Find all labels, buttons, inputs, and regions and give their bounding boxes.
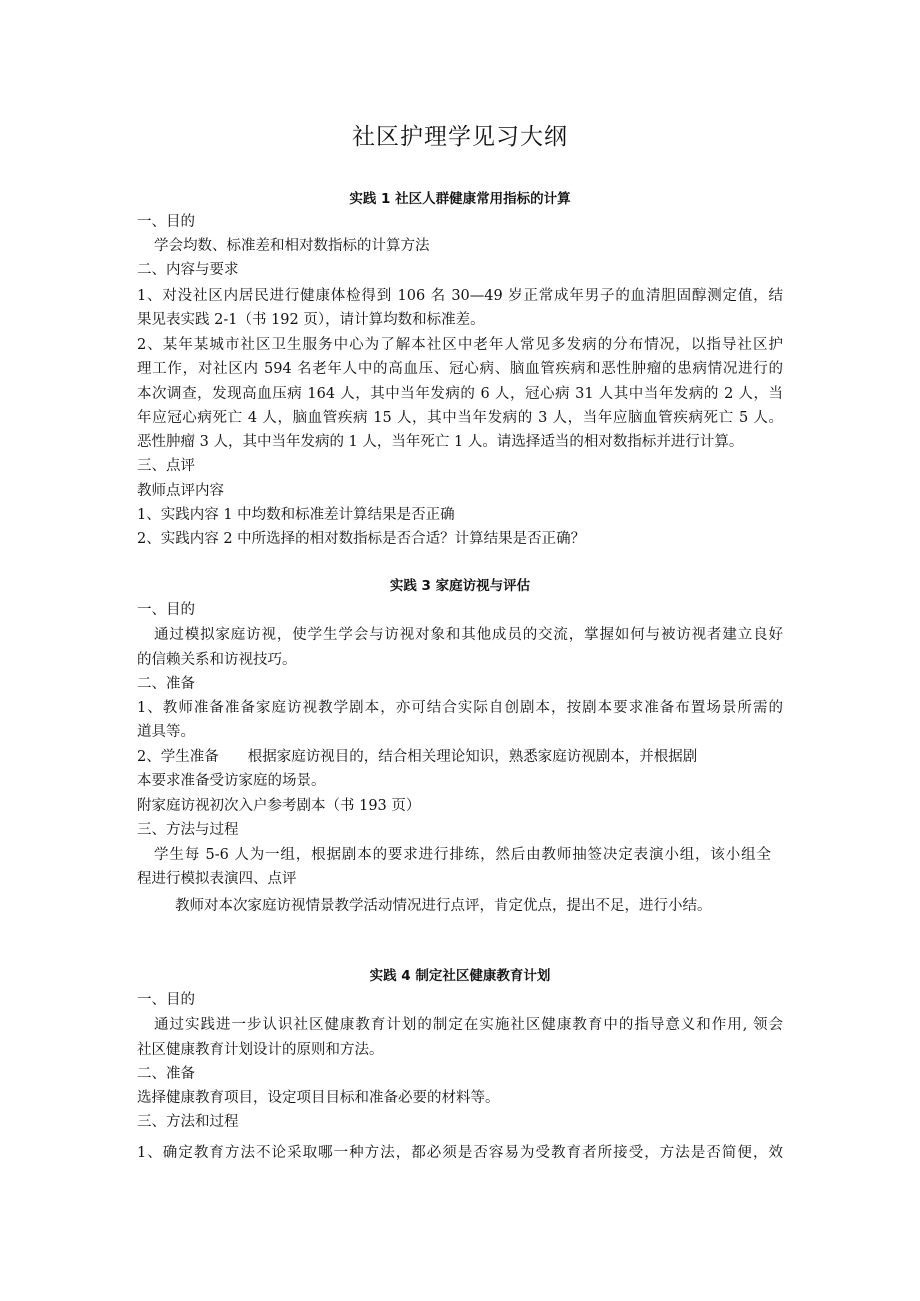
practice3-line: 学生每 5-6 人为一组，根据剧本的要求进行排练，然后由教师抽签决定表演小组，该小组全 (154, 847, 771, 863)
practice4-line: 二、准备 (137, 1066, 195, 1082)
practice1-line: 2、某年某城市社区卫生服务中心为了解本社区中老年人常见多发病的分布情况，以指导社区护 (137, 337, 783, 353)
practice4-line: 通过实践进一步认识社区健康教育计划的制定在实施社区健康教育中的指导意义和作用, 领会 (154, 1017, 783, 1033)
practice3-line: 程进行模拟表演四、点评 (137, 871, 297, 887)
practice1-line: 2、实践内容 2 中所选择的相对数指标是否合适？计算结果是否正确？ (137, 531, 586, 547)
practice1-line: 理工作，对社区内 594 名老年人中的高血压、冠心病、脑血管疾病和恶性肿瘤的患病情况进行的 (137, 361, 783, 377)
practice4-line: 一、目的 (137, 992, 195, 1008)
document-title: 社区护理学见习大纲 (352, 124, 568, 150)
practice1-line: 三、点评 (137, 458, 195, 474)
practice3-line: 一、目的 (137, 602, 195, 618)
practice1-line: 本次调查，发现高血压病 164 人，其中当年发病的 6 人，冠心病 31 人其中当年发病的 2 人，当 (137, 386, 783, 402)
practice1-line: 恶性肿瘤 3 人，其中当年发病的 1 人，当年死亡 1 人。请选择适当的相对数指标并进行计算。 (137, 434, 744, 450)
practice1-line: 一、目的 (137, 214, 195, 230)
practice3-line: 本要求准备受访家庭的场景。 (137, 773, 326, 789)
practice3-line: 通过模拟家庭访视，使学生学会与访视对象和其他成员的交流，掌握如何与被访视者建立良好 (154, 627, 783, 643)
practice3-line: 二、准备 (137, 676, 195, 692)
practice3-line: 三、方法与过程 (137, 822, 239, 838)
practice4-heading: 实践 4 制定社区健康教育计划 (369, 968, 551, 984)
practice4-line: 三、方法和过程 (137, 1114, 239, 1130)
practice3-line: 附家庭访视初次入户参考剧本（书 193 页） (137, 798, 421, 814)
practice3-line: 1、教师准备准备家庭访视教学剧本，亦可结合实际自创剧本，按剧本要求准备布置场景所需的 (137, 700, 783, 716)
practice4-line: 社区健康教育计划设计的原则和方法。 (137, 1042, 384, 1058)
practice3-line: 2、学生准备 根据家庭访视目的，结合相关理论知识，熟悉家庭访视剧本，并根据剧 (137, 749, 698, 765)
practice3-line: 道具等。 (137, 724, 195, 740)
practice3-line: 的信赖关系和访视技巧。 (137, 652, 297, 668)
practice3-line: 教师对本次家庭访视情景教学活动情况进行点评，肯定优点，提出不足，进行小结。 (175, 898, 712, 914)
practice1-heading: 实践 1 社区人群健康常用指标的计算 (349, 191, 571, 207)
practice1-line: 果见表实践 2-1（书 192 页），请计算均数和标准差。 (137, 312, 485, 328)
practice1-line: 年应冠心病死亡 4 人，脑血管疾病 15 人，其中当年发病的 3 人，当年应脑血管疾病死亡 5 人。 (137, 410, 783, 426)
practice1-line: 学会均数、标准差和相对数指标的计算方法 (154, 238, 430, 254)
practice4-line: 1、确定教育方法不论采取哪一种方法，都必须是否容易为受教育者所接受，方法是否简便，效 (137, 1145, 783, 1161)
practice1-line: 1、对没社区内居民进行健康体检得到 106 名 30—49 岁正常成年男子的血清胆固醇测定值，结 (137, 288, 783, 304)
practice4-line: 选择健康教育项目，设定项目目标和准备必要的材料等。 (137, 1090, 500, 1106)
practice1-line: 1、实践内容 1 中均数和标准差计算结果是否正确 (137, 507, 455, 523)
practice1-line: 教师点评内容 (137, 483, 224, 499)
practice3-heading: 实践 3 家庭访视与评估 (389, 578, 531, 594)
practice1-line: 二、内容与要求 (137, 262, 239, 278)
